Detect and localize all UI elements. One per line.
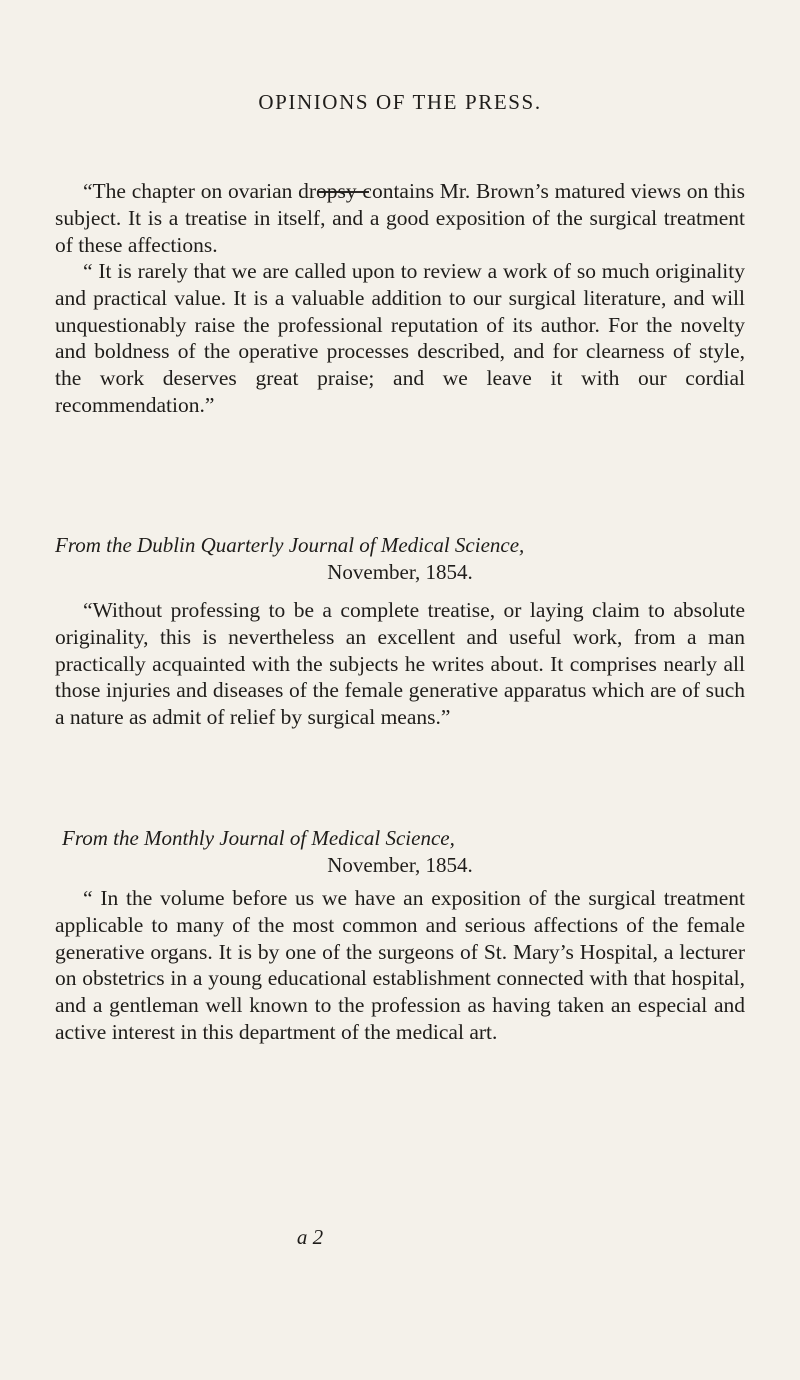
running-head: OPINIONS OF THE PRESS. xyxy=(258,90,542,114)
source-monthly-title: From the Monthly Journal of Medical Science, xyxy=(62,826,455,850)
source-dublin xyxy=(55,532,745,586)
signature-mark: a 2 xyxy=(296,1225,324,1249)
review-paragraph-4: “ In the volume before us we have an exposition of the surgical treatment applicable to many of the most common and serious affections of the female generative organs. It is by one of the surgeons of St. Mary’s Hospital, a lecturer on obstetrics in a young educational establishment connected with that hospital, and a gentleman well known to the profession as having taken an especial and active interest in this department of the medical art. xyxy=(55,886,745,1044)
source-dublin-date: November, 1854. xyxy=(327,560,473,584)
source-monthly xyxy=(55,825,745,879)
review-paragraph-2: “ It is rarely that we are called upon to review a work of so much originality and practical value. It is a valuable addition to our surgical literature, and will unquestionably raise the professional reputation of its author. For the novelty and boldness of the operative processes described, and for clearness of style, the work deserves great praise; and we leave it with our cordial recommendation.” xyxy=(55,259,745,417)
source-dublin-title: From the Dublin Quarterly Journal of Medical Science, xyxy=(55,533,525,557)
review-paragraph-1: “The chapter on ovarian dropsy contains Mr. Brown’s matured views on this subject. It is a treatise in itself, and a good exposition of the surgical treatment of these affections. xyxy=(55,179,745,257)
source-monthly-date: November, 1854. xyxy=(327,853,473,877)
review-paragraph-3: “Without professing to be a complete treatise, or laying claim to absolute originality, this is nevertheless an excellent and useful work, from a man practically acquainted with the subjects he writes about. It comprises nearly all those injuries and diseases of the female generative apparatus which are of such a nature as admit of relief by surgical means.” xyxy=(55,598,745,730)
